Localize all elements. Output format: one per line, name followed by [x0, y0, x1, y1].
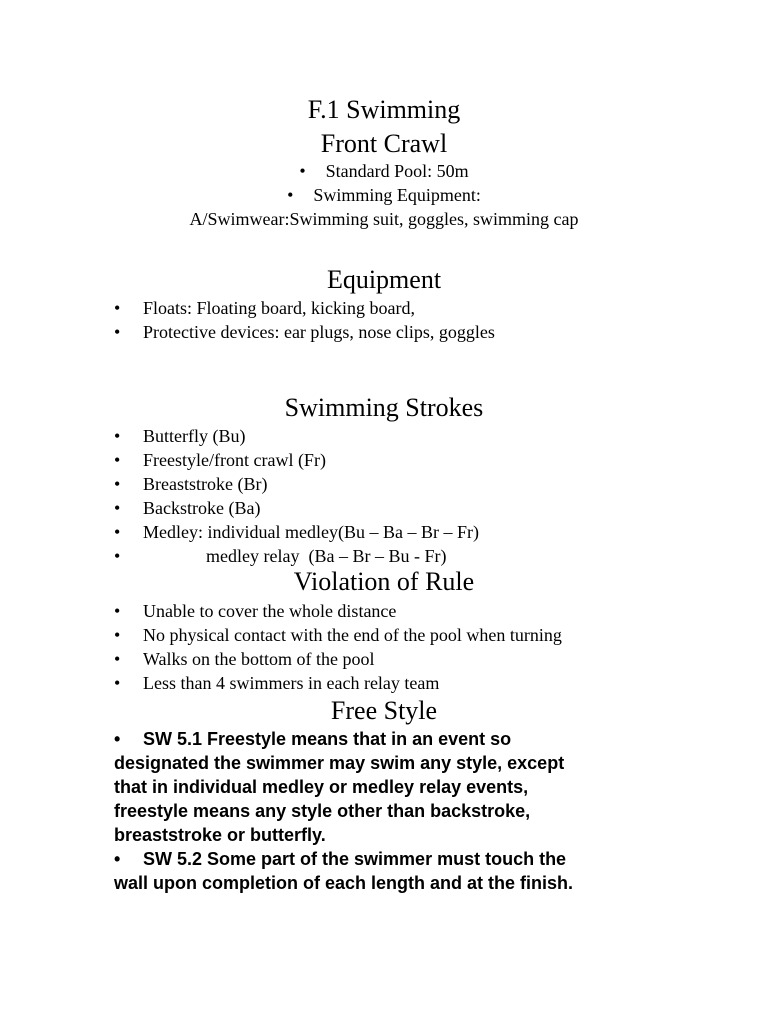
rule-text: SW 5.2 Some part of the swimmer must touch the wall upon completion of each length and at the finish. [114, 849, 574, 893]
bullet-marker: • [114, 298, 121, 318]
equipment-item-text: Floats: Floating board, kicking board, [143, 298, 415, 318]
freestyle-rules [114, 727, 654, 895]
violation-item-text: Walks on the bottom of the pool [143, 649, 375, 669]
bullet-marker: • [114, 426, 121, 446]
intro-pool-text: Standard Pool: 50m [325, 161, 469, 181]
equipment-item-text: Protective devices: ear plugs, nose clips, goggles [143, 322, 495, 342]
violation-item-text: Less than 4 swimmers in each relay team [143, 673, 440, 693]
intro-pool-line [0, 159, 768, 183]
stroke-item-text: medley relay (Ba – Br – Bu - Fr) [143, 546, 447, 566]
bullet-marker: • [114, 322, 121, 342]
bullet-marker: • [114, 729, 121, 749]
bullet-marker: • [114, 546, 121, 566]
strokes-heading: Swimming Strokes [284, 393, 484, 422]
rule-text: SW 5.1 Freestyle means that in an event so designated the swimmer may swim any style, except that in individual medley or medley relay events, freestyle means any style other than backstroke, breaststroke or butterfly. [114, 729, 565, 845]
bullet-marker: • [114, 601, 121, 621]
freestyle-rule [114, 847, 654, 895]
freestyle-heading: Free Style [330, 696, 438, 725]
bullet-marker: • [114, 474, 121, 494]
bullet-marker: • [114, 522, 121, 542]
bullet-marker: • [114, 450, 121, 470]
stroke-item-text: Breaststroke (Br) [143, 474, 268, 494]
intro-equipment-line [0, 183, 768, 207]
violation-item-text: No physical contact with the end of the pool when turning [143, 625, 562, 645]
violation-item-text: Unable to cover the whole distance [143, 601, 397, 621]
bullet-marker: • [114, 673, 121, 693]
bullet-marker: • [114, 849, 121, 869]
bullet-marker: • [287, 185, 294, 205]
bullet-marker: • [114, 498, 121, 518]
intro-swimwear-line: A/Swimwear:Swimming suit, goggles, swimming cap [189, 209, 579, 229]
stroke-item-text: Freestyle/front crawl (Fr) [143, 450, 326, 470]
equipment-heading: Equipment [326, 265, 442, 294]
bullet-marker: • [114, 649, 121, 669]
freestyle-rule [114, 727, 654, 847]
stroke-item-text: Butterfly (Bu) [143, 426, 246, 446]
intro-equipment-text: Swimming Equipment: [313, 185, 481, 205]
page-title: F.1 Swimming [307, 95, 461, 124]
stroke-item-text: Medley: individual medley(Bu – Ba – Br – Fr) [143, 522, 479, 542]
stroke-item-text: Backstroke (Ba) [143, 498, 261, 518]
bullet-marker: • [114, 625, 121, 645]
violation-heading: Violation of Rule [293, 567, 475, 596]
page-subtitle: Front Crawl [320, 129, 448, 158]
bullet-marker: • [299, 161, 306, 181]
